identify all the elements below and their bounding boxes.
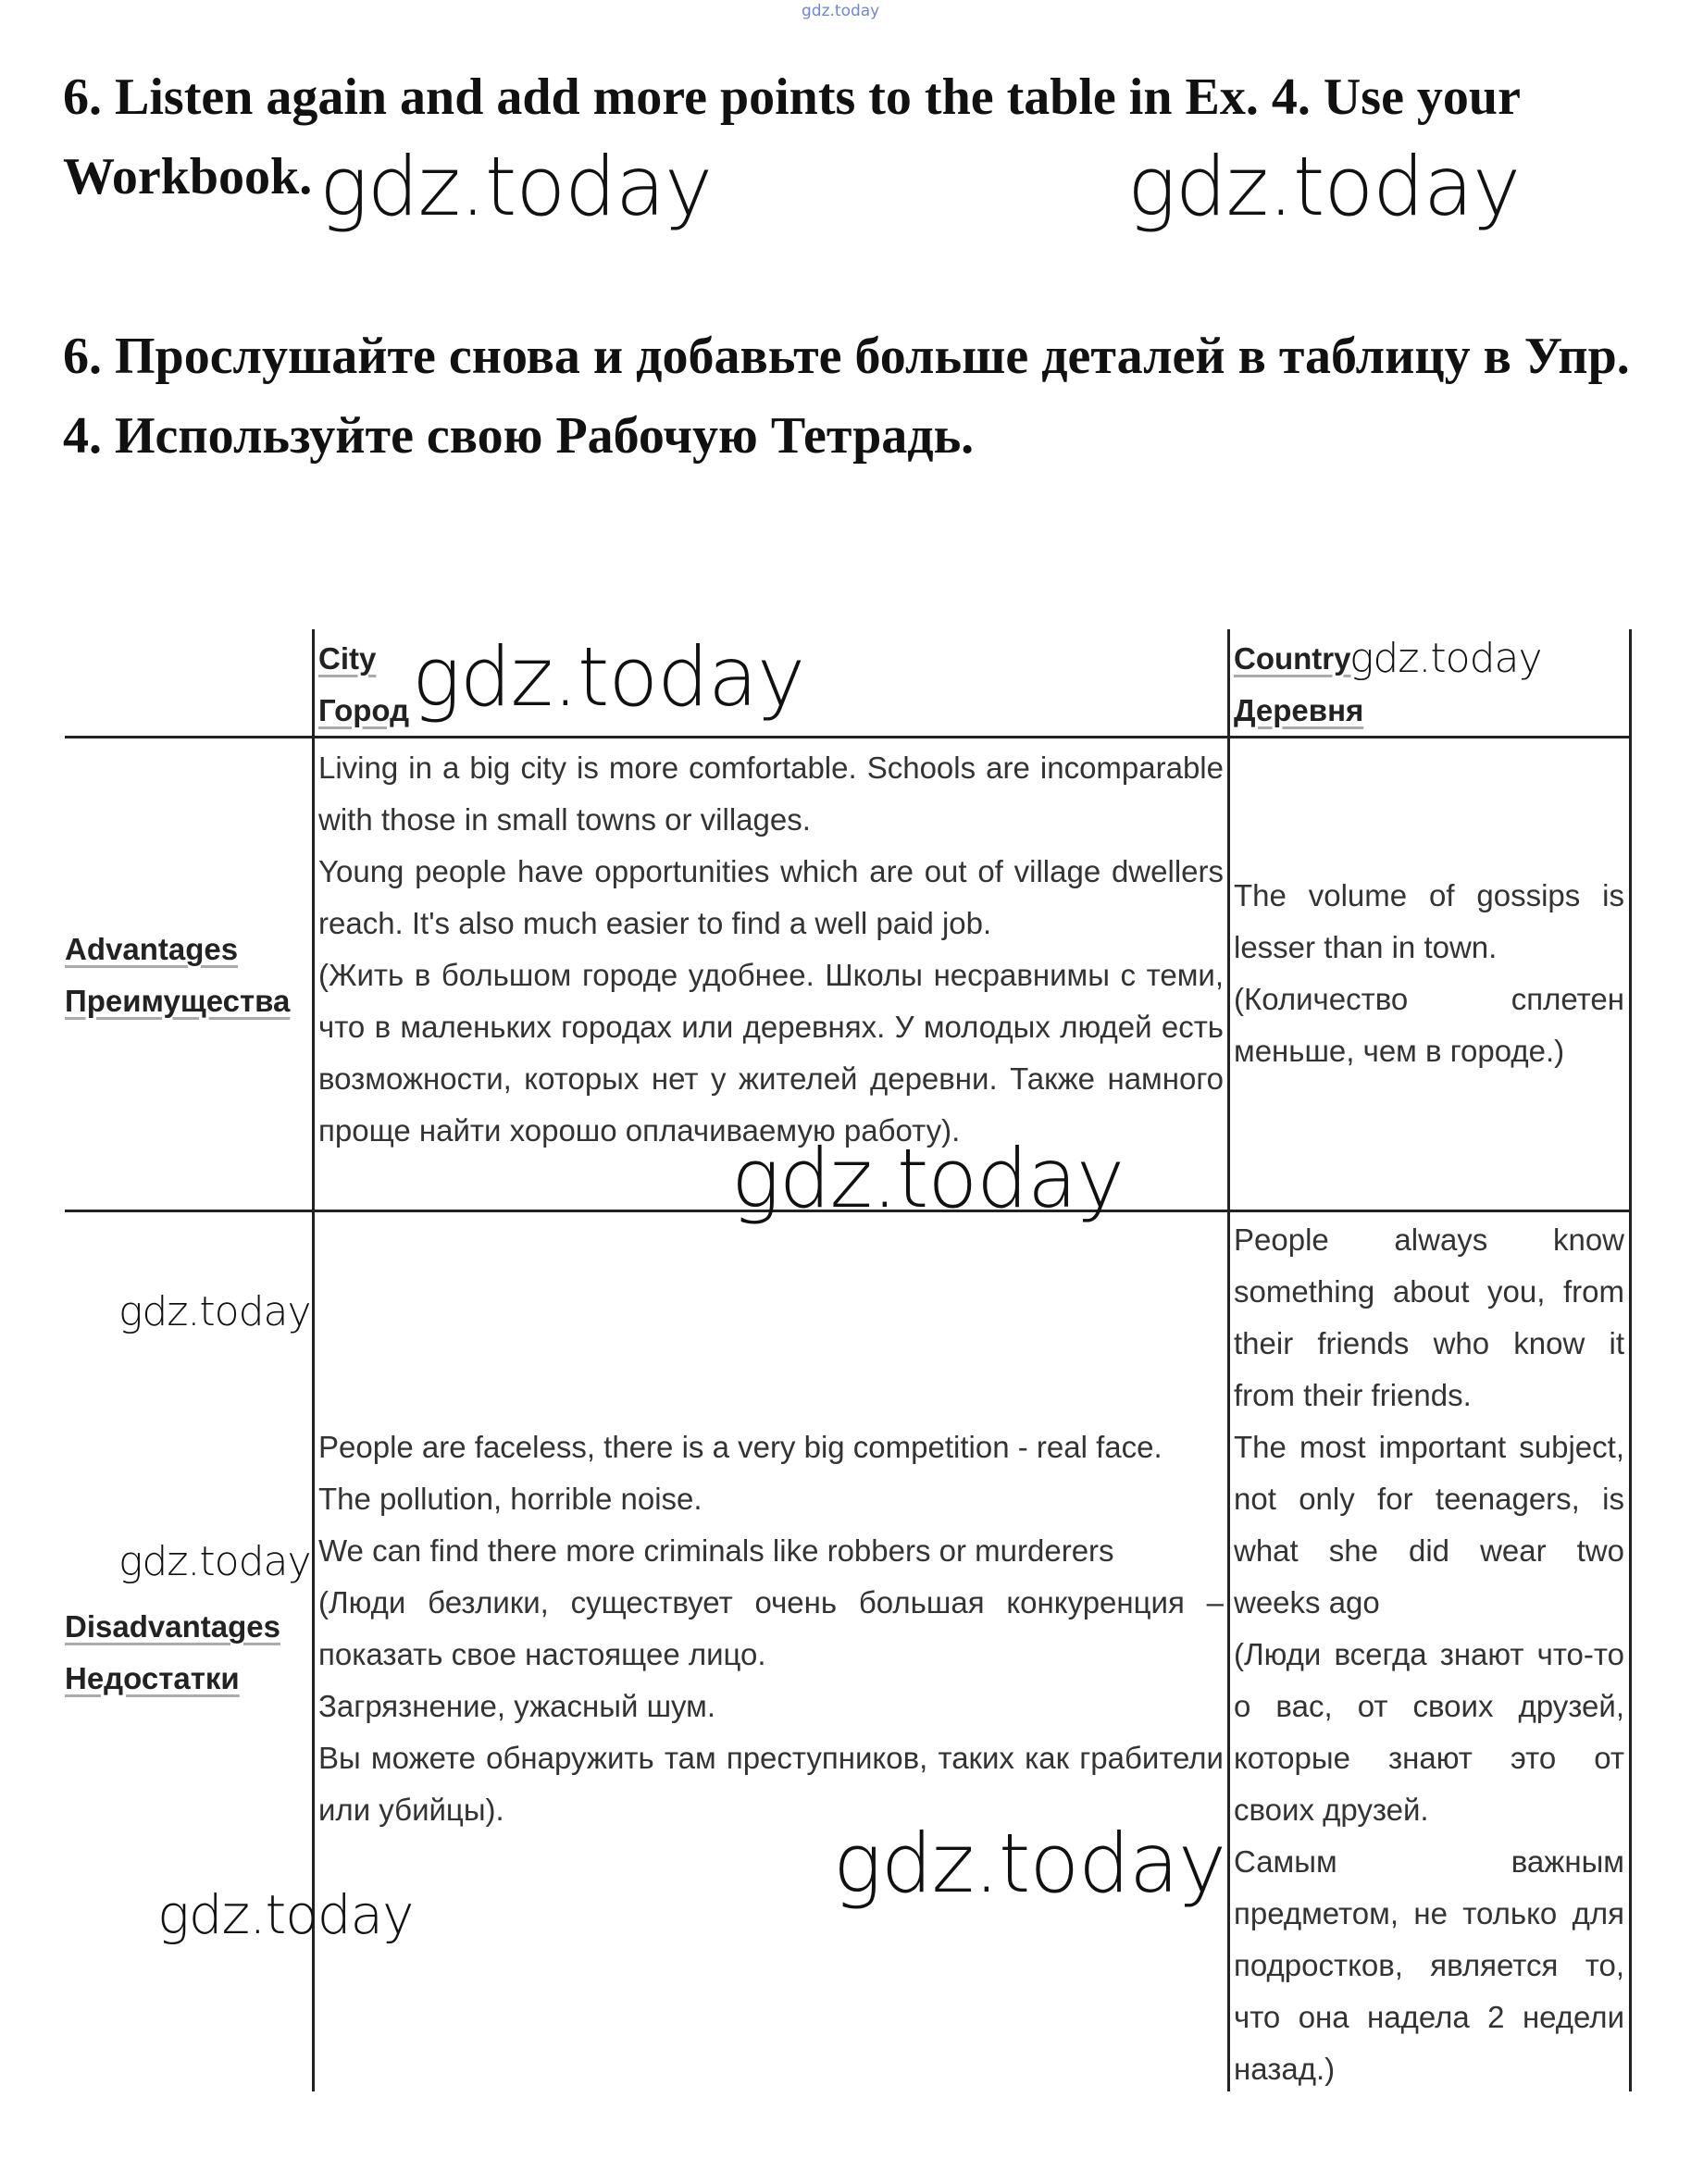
table-divider-middle bbox=[1227, 629, 1230, 2091]
row-label-advantages bbox=[65, 924, 290, 1027]
watermark: gdz.today bbox=[118, 1288, 311, 1335]
header-country-en: Country bbox=[1234, 641, 1351, 676]
cell-paragraph: Самым важным предметом, не только для подростков, является то, что она надела 2 недели назад.) bbox=[1234, 1844, 1624, 2086]
header-country bbox=[1234, 633, 1363, 737]
row-label-disadvantages-en: Disadvantages bbox=[65, 1609, 280, 1644]
top-watermark: gdz.today bbox=[802, 2, 880, 20]
row-label-advantages-en: Advantages bbox=[65, 932, 239, 966]
cell-paragraph: (Люди всегда знают что-то о вас, от своих друзей, которые знают это от своих друзей. bbox=[1234, 1637, 1624, 1827]
watermark: gdz.today bbox=[118, 1538, 311, 1585]
cell-paragraph: People always know something about you, from their friends who know it from their friends. bbox=[1234, 1222, 1624, 1412]
cell-disadvantages-city bbox=[318, 1421, 1224, 1836]
cell-advantages-country bbox=[1234, 870, 1624, 1077]
watermark: gdz.today bbox=[833, 1816, 1226, 1911]
cell-paragraph: Living in a big city is more comfortable. Schools are incomparable with those in small towns or villages. bbox=[318, 751, 1224, 837]
exercise-heading-ru: 6. Прослушайте снова и добавьте больше деталей в таблицу в Упр. 4. Используйте свою Рабочую Тетрадь. bbox=[63, 328, 1630, 465]
header-city-ru: Город bbox=[318, 693, 410, 727]
watermark: gdz.today bbox=[319, 139, 713, 234]
cell-paragraph: (Количество сплетен меньше, чем в городе.) bbox=[1234, 982, 1624, 1068]
watermark: gdz.today bbox=[1349, 635, 1542, 682]
cell-paragraph: The volume of gossips is lesser than in town. bbox=[1234, 878, 1624, 964]
header-city-en: City bbox=[318, 641, 377, 676]
watermark: gdz.today bbox=[731, 1131, 1125, 1226]
row-label-disadvantages bbox=[65, 1601, 280, 1705]
cell-paragraph: We can find there more criminals like robbers or murderers bbox=[318, 1533, 1114, 1568]
cell-advantages-city bbox=[318, 742, 1224, 1157]
cell-paragraph: (Жить в большом городе удобнее. Школы несравнимы с теми, что в маленьких городах или деревнях. У молодых людей есть возможности, которых нет у жителей деревни. Также намного проще найти хорошо оплачиваемую работу). bbox=[318, 958, 1224, 1148]
exercise-heading-en: 6. Listen again and add more points to the table in Ex. 4. Use your Workbook. bbox=[63, 68, 1520, 205]
cell-paragraph: (Люди безлики, существует очень большая конкуренция – показать свое настоящее лицо. bbox=[318, 1585, 1224, 1671]
table-row-divider-1 bbox=[65, 736, 1632, 738]
watermark: gdz.today bbox=[1127, 139, 1521, 234]
header-country-ru: Деревня bbox=[1234, 693, 1364, 727]
cell-paragraph: Загрязнение, ужасный шум. bbox=[318, 1689, 716, 1723]
cell-paragraph: Вы можете обнаружить там преступников, таких как грабители или убийцы). bbox=[318, 1741, 1224, 1827]
watermark: gdz.today bbox=[157, 1883, 414, 1946]
table-divider-left bbox=[312, 629, 315, 2091]
row-label-disadvantages-ru: Недостатки bbox=[65, 1661, 240, 1695]
watermark: gdz.today bbox=[412, 629, 805, 725]
cell-paragraph: The pollution, horrible noise. bbox=[318, 1482, 703, 1516]
row-label-advantages-ru: Преимущества bbox=[65, 984, 291, 1018]
header-city bbox=[318, 633, 409, 737]
cell-disadvantages-country bbox=[1234, 1214, 1624, 2095]
cell-paragraph: The most important subject, not only for teenagers, is what she did wear two weeks ago bbox=[1234, 1430, 1624, 1619]
cell-paragraph: Young people have opportunities which are out of village dwellers reach. It's also much easier to find a well paid job. bbox=[318, 854, 1224, 940]
table-divider-right bbox=[1629, 629, 1632, 2091]
cell-paragraph: People are faceless, there is a very big competition - real face. bbox=[318, 1430, 1163, 1464]
